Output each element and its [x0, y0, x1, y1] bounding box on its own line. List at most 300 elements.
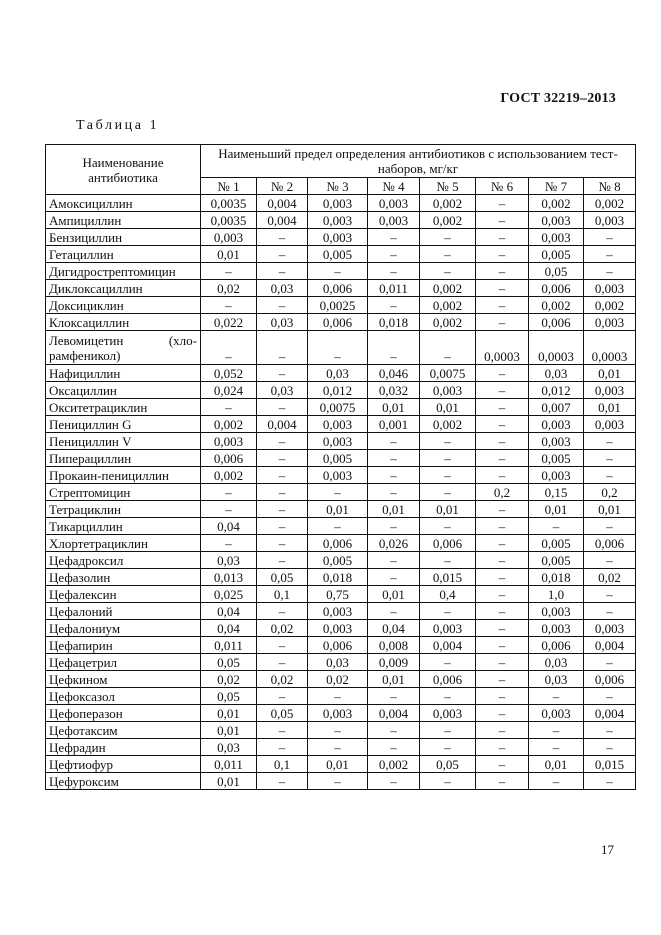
detection-limit-cell: 0,003 [308, 195, 368, 212]
detection-limit-cell: 0,005 [308, 552, 368, 569]
detection-limit-cell: – [476, 586, 529, 603]
detection-limit-cell: – [308, 739, 368, 756]
detection-limit-cell: 0,02 [257, 671, 308, 688]
table-row [46, 518, 636, 535]
detection-limit-cell: – [476, 450, 529, 467]
antibiotic-name-cell: Прокаин-пенициллин [46, 467, 201, 484]
detection-limit-cell: – [308, 773, 368, 790]
detection-limit-cell: – [257, 263, 308, 280]
antibiotic-name-cell: Цефалексин [46, 586, 201, 603]
antibiotic-name-cell: Амоксициллин [46, 195, 201, 212]
detection-limit-cell: – [476, 705, 529, 722]
detection-limit-cell: 0,003 [584, 382, 636, 399]
table-row [46, 195, 636, 212]
detection-limit-cell: 0,005 [308, 246, 368, 263]
detection-limit-cell: 0,006 [308, 314, 368, 331]
detection-limit-cell: 0,01 [420, 399, 476, 416]
detection-limit-cell: – [584, 722, 636, 739]
detection-limit-cell: 0,04 [201, 620, 257, 637]
detection-limit-cell: – [476, 246, 529, 263]
name-column-header: Наименование антибиотика [46, 145, 201, 195]
table-row [46, 654, 636, 671]
kit-column-header: № 4 [368, 178, 420, 195]
detection-limit-cell: – [257, 467, 308, 484]
table-row [46, 620, 636, 637]
detection-limit-cell: – [584, 263, 636, 280]
detection-limit-cell: – [584, 467, 636, 484]
antibiotic-name-line2: рамфеникол) [49, 347, 121, 363]
table-row [46, 688, 636, 705]
detection-limit-cell: 0,003 [529, 433, 584, 450]
detection-limit-cell: – [257, 739, 308, 756]
detection-limit-cell: 0,003 [308, 229, 368, 246]
table-body [46, 195, 636, 790]
detection-limit-cell: – [308, 484, 368, 501]
antibiotic-name-cell: Цефадроксил [46, 552, 201, 569]
antibiotic-name-cell: Гетациллин [46, 246, 201, 263]
detection-limit-cell: 0,006 [529, 280, 584, 297]
detection-limit-cell: – [584, 773, 636, 790]
detection-limit-cell: 0,003 [308, 416, 368, 433]
detection-limit-cell: – [257, 501, 308, 518]
detection-limit-cell: – [257, 297, 308, 314]
detection-limit-cell: – [420, 467, 476, 484]
detection-limit-cell: 0,009 [368, 654, 420, 671]
detection-limit-cell: 0,2 [584, 484, 636, 501]
detection-limit-cell: – [476, 620, 529, 637]
detection-limit-cell: – [420, 263, 476, 280]
detection-limit-cell: – [257, 637, 308, 654]
detection-limit-cell: 0,002 [584, 297, 636, 314]
detection-limit-cell: – [476, 637, 529, 654]
table-row [46, 484, 636, 501]
detection-limit-cell: – [420, 229, 476, 246]
table-row [46, 756, 636, 773]
detection-limit-cell: 0,015 [420, 569, 476, 586]
detection-limit-cell: 0,007 [529, 399, 584, 416]
detection-limit-cell: – [257, 229, 308, 246]
detection-limit-cell: 0,006 [584, 535, 636, 552]
detection-limit-cell: 0,01 [368, 501, 420, 518]
detection-limit-cell: – [308, 722, 368, 739]
detection-limit-cell: 0,0075 [308, 399, 368, 416]
detection-limit-cell: 0,0003 [529, 331, 584, 365]
detection-limit-cell: – [368, 739, 420, 756]
detection-limit-cell: – [584, 552, 636, 569]
table-row [46, 569, 636, 586]
antibiotic-name-cell: Нафициллин [46, 365, 201, 382]
detection-limit-cell: 0,03 [201, 552, 257, 569]
detection-limit-cell: 0,004 [584, 637, 636, 654]
table-row [46, 365, 636, 382]
table-row [46, 229, 636, 246]
antibiotic-name-cell: Хлортетрациклин [46, 535, 201, 552]
detection-limit-cell: 0,75 [308, 586, 368, 603]
antibiotic-name-cell: Цефазолин [46, 569, 201, 586]
detection-limit-cell: 0,003 [201, 229, 257, 246]
detection-limit-cell: – [476, 297, 529, 314]
detection-limit-cell: 0,004 [420, 637, 476, 654]
detection-limit-cell: – [584, 739, 636, 756]
antibiotic-name-cell: Окситетрациклин [46, 399, 201, 416]
detection-limit-cell: 0,005 [529, 246, 584, 263]
detection-limit-cell: 0,05 [257, 569, 308, 586]
detection-limit-cell: – [476, 688, 529, 705]
detection-limit-cell: – [201, 263, 257, 280]
detection-limit-cell: – [476, 195, 529, 212]
antibiotic-name-cell: Бензициллин [46, 229, 201, 246]
detection-limit-cell: 0,006 [308, 637, 368, 654]
detection-limit-cell: 0,03 [257, 280, 308, 297]
kit-column-header: № 1 [201, 178, 257, 195]
detection-limit-cell: 0,004 [368, 705, 420, 722]
detection-limit-cell: 0,05 [257, 705, 308, 722]
page-number: 17 [601, 842, 614, 857]
detection-limit-cell: – [201, 484, 257, 501]
detection-limit-cell: – [476, 501, 529, 518]
table-row [46, 603, 636, 620]
detection-limit-cell: 0,003 [420, 382, 476, 399]
detection-limit-cell: – [201, 501, 257, 518]
detection-limit-cell: – [476, 518, 529, 535]
detection-limit-cell: 0,0075 [420, 365, 476, 382]
detection-limit-cell: – [584, 246, 636, 263]
detection-limit-cell: 0,006 [529, 637, 584, 654]
detection-limit-cell: 0,011 [201, 637, 257, 654]
detection-limit-cell: 0,01 [308, 501, 368, 518]
detection-limit-cell: 0,003 [529, 603, 584, 620]
detection-limit-cell: – [368, 484, 420, 501]
detection-limit-cell: – [201, 399, 257, 416]
detection-limit-cell: 0,4 [420, 586, 476, 603]
detection-limit-cell: 0,003 [308, 212, 368, 229]
detection-limit-cell: 1,0 [529, 586, 584, 603]
detection-limit-cell: – [476, 365, 529, 382]
detection-limit-cell: – [420, 246, 476, 263]
detection-limit-cell: – [476, 382, 529, 399]
detection-limit-cell: 0,018 [308, 569, 368, 586]
antibiotic-name-line1: Левомицетин [49, 332, 124, 348]
detection-limit-cell: 0,002 [420, 314, 476, 331]
detection-limit-cell: – [257, 246, 308, 263]
detection-limit-cell: 0,03 [201, 739, 257, 756]
detection-limit-cell: 0,002 [529, 195, 584, 212]
detection-limit-cell: 0,01 [584, 365, 636, 382]
antibiotic-name-cell: Пенициллин V [46, 433, 201, 450]
detection-limit-cell: – [584, 518, 636, 535]
table-row [46, 314, 636, 331]
detection-limit-cell: – [420, 654, 476, 671]
detection-limit-cell: – [368, 297, 420, 314]
detection-limit-cell: – [257, 722, 308, 739]
document-standard-header: ГОСТ 32219–2013 [500, 91, 616, 106]
antibiotic-name-cell: Цефкином [46, 671, 201, 688]
detection-limit-cell: – [257, 654, 308, 671]
table-row [46, 586, 636, 603]
detection-limit-cell: 0,005 [529, 450, 584, 467]
detection-limit-cell: 0,04 [201, 603, 257, 620]
table-row [46, 773, 636, 790]
detection-limit-cell: – [476, 399, 529, 416]
table-row [46, 739, 636, 756]
detection-limit-cell: 0,024 [201, 382, 257, 399]
detection-limit-cell: – [476, 739, 529, 756]
detection-limit-cell: 0,01 [368, 671, 420, 688]
detection-limit-cell: 0,002 [368, 756, 420, 773]
detection-limit-cell: 0,1 [257, 756, 308, 773]
antibiotic-name-cell: Пиперациллин [46, 450, 201, 467]
detection-limit-cell: 0,006 [308, 535, 368, 552]
detection-limit-cell: 0,003 [308, 467, 368, 484]
detection-limit-cell: 0,01 [201, 705, 257, 722]
antibiotic-name-cell: Цефоперазон [46, 705, 201, 722]
detection-limit-cell: 0,02 [584, 569, 636, 586]
detection-limit-cell: – [420, 688, 476, 705]
detection-limit-cell: – [529, 688, 584, 705]
detection-limit-cell: 0,003 [584, 280, 636, 297]
detection-limit-cell: – [257, 535, 308, 552]
detection-limit-cell: – [584, 654, 636, 671]
table-row [46, 416, 636, 433]
detection-limit-cell: – [257, 603, 308, 620]
detection-limit-cell: 0,006 [584, 671, 636, 688]
detection-limit-cell: – [201, 331, 257, 365]
table-row [46, 501, 636, 518]
detection-limit-cell: – [257, 331, 308, 365]
detection-limit-cell: 0,01 [201, 722, 257, 739]
detection-limit-cell: 0,05 [201, 688, 257, 705]
detection-limit-cell: – [476, 433, 529, 450]
detection-limit-cell: 0,003 [308, 620, 368, 637]
detection-limit-cell: 0,005 [529, 535, 584, 552]
table-row [46, 637, 636, 654]
detection-limit-cell: 0,002 [584, 195, 636, 212]
detection-limit-cell: 0,003 [529, 229, 584, 246]
detection-limit-cell: 0,012 [529, 382, 584, 399]
detection-limit-cell: 0,008 [368, 637, 420, 654]
detection-limit-cell: 0,006 [420, 535, 476, 552]
detection-limit-cell: – [420, 603, 476, 620]
detection-limit-cell: 0,005 [529, 552, 584, 569]
detection-limit-cell: – [476, 722, 529, 739]
detection-limit-cell: 0,003 [584, 620, 636, 637]
detection-limit-cell: 0,0035 [201, 195, 257, 212]
detection-limit-cell: 0,003 [308, 603, 368, 620]
detection-limit-cell: – [368, 246, 420, 263]
table-row [46, 671, 636, 688]
detection-limit-cell: 0,02 [257, 620, 308, 637]
detection-limit-cell: 0,052 [201, 365, 257, 382]
detection-limit-cell: – [368, 569, 420, 586]
detection-limit-cell: 0,003 [584, 212, 636, 229]
detection-limit-cell: – [420, 450, 476, 467]
kit-column-header: № 3 [308, 178, 368, 195]
detection-limit-cell: – [476, 773, 529, 790]
detection-limit-cell: 0,013 [201, 569, 257, 586]
table-row [46, 331, 636, 365]
table-row [46, 705, 636, 722]
detection-limit-cell: 0,04 [368, 620, 420, 637]
detection-limit-cell: 0,0003 [476, 331, 529, 365]
detection-limit-cell: 0,03 [257, 382, 308, 399]
detection-limit-cell: – [529, 518, 584, 535]
detection-limit-cell: 0,006 [529, 314, 584, 331]
detection-limit-cell: 0,03 [529, 365, 584, 382]
detection-limit-cell: 0,004 [257, 212, 308, 229]
antibiotic-name-cell [46, 331, 201, 365]
detection-limit-cell: 0,01 [201, 773, 257, 790]
detection-limit-cell: – [476, 229, 529, 246]
detection-limit-cell: – [584, 688, 636, 705]
detection-limit-cell: 0,003 [529, 416, 584, 433]
detection-limit-cell: – [476, 654, 529, 671]
detection-limit-cell: 0,0035 [201, 212, 257, 229]
detection-limit-cell: 0,1 [257, 586, 308, 603]
detection-limit-cell: – [476, 314, 529, 331]
detection-limit-cell: 0,004 [257, 416, 308, 433]
detection-limit-cell: 0,006 [201, 450, 257, 467]
detection-limit-cell: 0,003 [201, 433, 257, 450]
table-row [46, 552, 636, 569]
antibiotic-name-cell: Цефалониум [46, 620, 201, 637]
antibiotic-name-cell: Ампициллин [46, 212, 201, 229]
detection-limit-cell: 0,01 [201, 246, 257, 263]
detection-limit-cell: 0,2 [476, 484, 529, 501]
detection-limit-cell: 0,003 [529, 212, 584, 229]
detection-limit-cell: 0,003 [308, 705, 368, 722]
detection-limit-cell: – [420, 518, 476, 535]
detection-limit-cell: 0,03 [529, 671, 584, 688]
detection-limit-cell: 0,002 [201, 416, 257, 433]
antibiotic-name-cell: Тикарциллин [46, 518, 201, 535]
detection-limit-cell: 0,012 [308, 382, 368, 399]
antibiotic-name-cell: Цефалоний [46, 603, 201, 620]
detection-limit-cell: 0,05 [420, 756, 476, 773]
detection-limit-cell: – [476, 569, 529, 586]
detection-limit-cell: – [257, 518, 308, 535]
detection-limit-cell: 0,011 [201, 756, 257, 773]
antibiotics-table [45, 144, 636, 790]
detection-limit-cell: 0,002 [420, 212, 476, 229]
antibiotic-name-cell: Цефапирин [46, 637, 201, 654]
antibiotic-name-cell: Цефуроксим [46, 773, 201, 790]
antibiotic-name-cell: Стрептомицин [46, 484, 201, 501]
detection-limit-cell: – [201, 297, 257, 314]
detection-limit-cell: – [476, 671, 529, 688]
detection-limit-cell: 0,03 [529, 654, 584, 671]
detection-limit-cell: 0,003 [529, 620, 584, 637]
detection-limit-cell: – [257, 688, 308, 705]
detection-limit-cell: 0,025 [201, 586, 257, 603]
detection-limit-cell: – [368, 773, 420, 790]
table-row [46, 212, 636, 229]
detection-limit-cell: – [257, 484, 308, 501]
detection-limit-cell: 0,005 [308, 450, 368, 467]
detection-limit-cell: 0,02 [201, 280, 257, 297]
detection-limit-cell: 0,002 [420, 280, 476, 297]
antibiotic-name-cell: Цефоксазол [46, 688, 201, 705]
table-row [46, 535, 636, 552]
detection-limit-cell: – [368, 688, 420, 705]
detection-limit-cell: 0,015 [584, 756, 636, 773]
detection-limit-cell: – [368, 331, 420, 365]
table-row [46, 450, 636, 467]
detection-limit-cell: – [201, 535, 257, 552]
detection-limit-cell: – [368, 603, 420, 620]
detection-limit-cell: 0,01 [308, 756, 368, 773]
detection-limit-cell: – [584, 229, 636, 246]
detection-limit-cell: 0,003 [584, 416, 636, 433]
detection-limit-cell: – [420, 331, 476, 365]
antibiotic-name-cell: Цефотаксим [46, 722, 201, 739]
detection-limit-cell: 0,03 [308, 365, 368, 382]
detection-limit-cell: – [368, 722, 420, 739]
kit-column-header: № 5 [420, 178, 476, 195]
detection-limit-cell: 0,02 [201, 671, 257, 688]
detection-limit-cell: 0,002 [420, 416, 476, 433]
antibiotic-name-cell: Дигидрострептомицин [46, 263, 201, 280]
detection-limit-cell: 0,0025 [308, 297, 368, 314]
detection-limit-cell: – [476, 212, 529, 229]
detection-limit-cell: 0,002 [420, 297, 476, 314]
detection-limit-cell: 0,01 [420, 501, 476, 518]
detection-limit-cell: – [257, 773, 308, 790]
detection-limit-cell: – [308, 263, 368, 280]
table-row [46, 280, 636, 297]
detection-limit-cell: 0,001 [368, 416, 420, 433]
table-caption: Таблица 1 [76, 118, 160, 133]
detection-limit-cell: – [529, 773, 584, 790]
detection-limit-cell: 0,01 [368, 399, 420, 416]
detection-limit-cell: – [257, 433, 308, 450]
antibiotic-name-line1-tail: (хло- [168, 332, 197, 348]
detection-limit-group-header: Наименьший предел определения антибиотиков с использованием тест-наборов, мг/кг [201, 145, 636, 178]
detection-limit-cell: 0,018 [529, 569, 584, 586]
detection-limit-cell: 0,002 [529, 297, 584, 314]
detection-limit-cell: 0,018 [368, 314, 420, 331]
detection-limit-cell: 0,02 [308, 671, 368, 688]
antibiotic-name-cell: Доксициклин [46, 297, 201, 314]
detection-limit-cell: 0,002 [420, 195, 476, 212]
detection-limit-cell: – [476, 552, 529, 569]
detection-limit-cell: 0,002 [201, 467, 257, 484]
detection-limit-cell: 0,01 [529, 501, 584, 518]
detection-limit-cell: 0,022 [201, 314, 257, 331]
detection-limit-cell: – [368, 467, 420, 484]
detection-limit-cell: – [368, 518, 420, 535]
table-row [46, 399, 636, 416]
kit-column-header: № 6 [476, 178, 529, 195]
detection-limit-cell: – [529, 722, 584, 739]
table-row [46, 297, 636, 314]
detection-limit-cell: – [308, 688, 368, 705]
detection-limit-cell: 0,03 [257, 314, 308, 331]
detection-limit-cell: – [420, 433, 476, 450]
detection-limit-cell: 0,006 [420, 671, 476, 688]
detection-limit-cell: 0,003 [529, 467, 584, 484]
detection-limit-cell: – [420, 484, 476, 501]
table-row [46, 263, 636, 280]
detection-limit-cell: – [476, 280, 529, 297]
table-row [46, 246, 636, 263]
detection-limit-cell: – [368, 263, 420, 280]
detection-limit-cell: – [257, 552, 308, 569]
detection-limit-cell: 0,01 [529, 756, 584, 773]
detection-limit-cell: – [257, 365, 308, 382]
detection-limit-cell: 0,003 [368, 212, 420, 229]
detection-limit-cell: 0,004 [257, 195, 308, 212]
detection-limit-cell: – [476, 756, 529, 773]
